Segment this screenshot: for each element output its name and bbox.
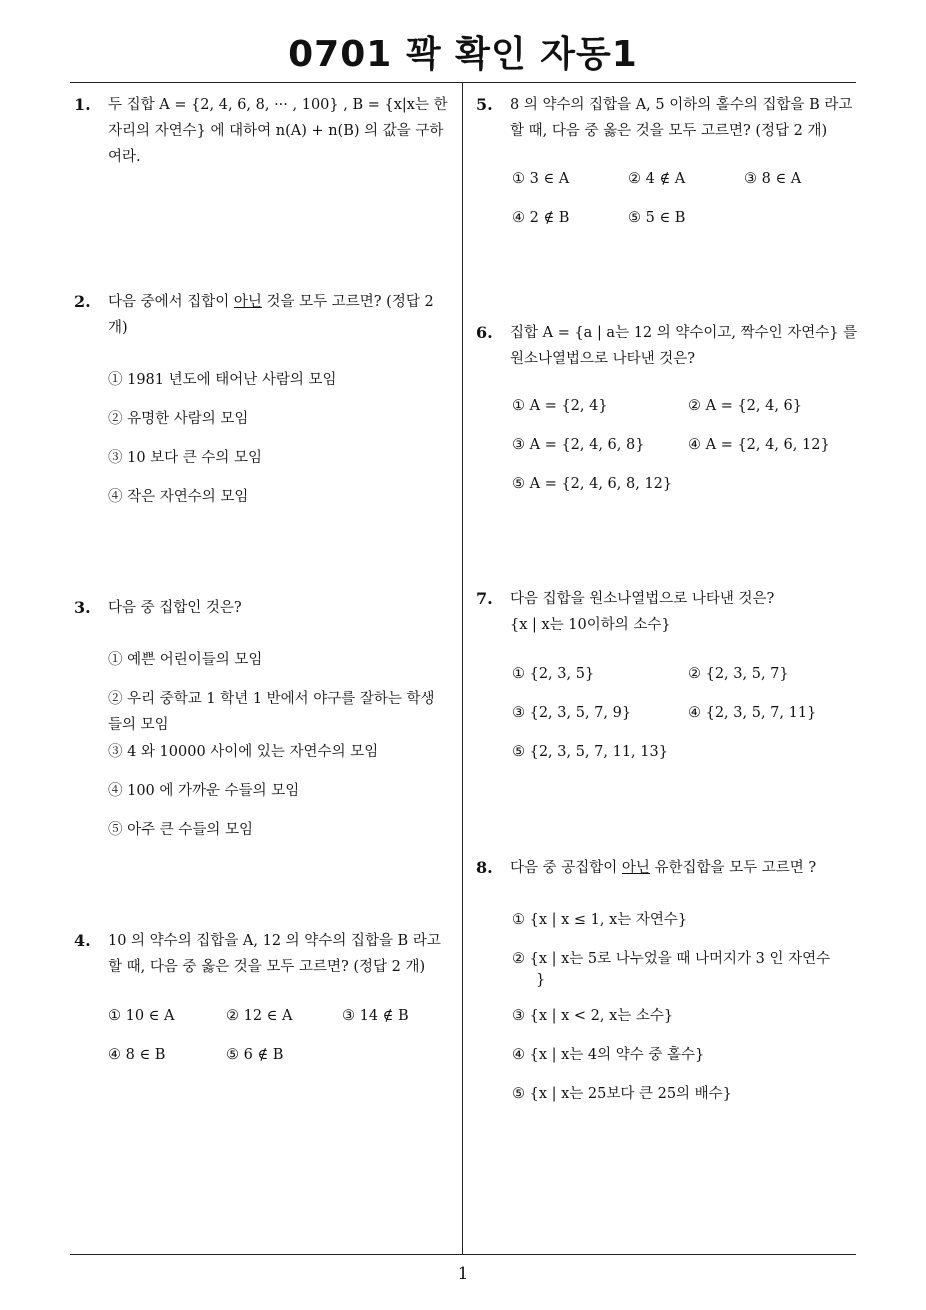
underlined-word: 아닌	[233, 294, 262, 310]
page-title: 0701 꽉 확인 자동1	[288, 34, 638, 75]
option: ④ 작은 자연수의 모임	[108, 489, 249, 505]
option: ② 12 ∈ A	[226, 1008, 293, 1024]
question-text: 집합 A = {a | a는 12 의 약수이고, 짝수인 자연수} 를 원소나열법으로 나타낸 것은?	[510, 325, 858, 367]
option: ④ {x | x는 4의 약수 중 홀수}	[512, 1047, 705, 1063]
question-6	[476, 320, 860, 372]
option: ⑤ 아주 큰 수들의 모임	[108, 822, 253, 838]
option: ① 예쁜 어린이들의 모임	[108, 652, 263, 668]
option: ⑤ A = {2, 4, 6, 8, 12}	[512, 476, 673, 492]
option: ③ A = {2, 4, 6, 8}	[512, 437, 645, 453]
option: ① 10 ∈ A	[108, 1008, 175, 1024]
question-3	[74, 595, 456, 621]
option: ② {2, 3, 5, 7}	[688, 666, 789, 682]
question-8	[476, 855, 860, 881]
underlined-word: 아닌	[621, 860, 650, 876]
question-4	[74, 928, 456, 980]
page-number: 1	[457, 1264, 469, 1284]
option: ④ 100 에 가까운 수들의 모임	[108, 783, 300, 799]
question-number: 3.	[74, 598, 91, 617]
question-2	[74, 289, 456, 341]
option: ⑤ {2, 3, 5, 7, 11, 13}	[512, 744, 668, 760]
option: ① 1981 년도에 태어난 사람의 모임	[108, 372, 337, 388]
option: ⑤ 6 ∉ B	[226, 1047, 284, 1063]
option: ③ {x | x < 2, x는 소수}	[512, 1008, 674, 1024]
option: ② 우리 중학교 1 학년 1 반에서 야구를 잘하는 학생들의 모임	[108, 691, 435, 733]
question-text: 다음 중 공집합이 아닌 유한집합을 모두 고르면 ?	[510, 860, 817, 876]
question-number: 2.	[74, 292, 91, 311]
option: ④ A = {2, 4, 6, 12}	[688, 437, 830, 453]
question-number: 6.	[476, 323, 493, 342]
option: ③ 14 ∉ B	[342, 1008, 409, 1024]
question-text: 두 집합 A = {2, 4, 6, 8, ··· , 100} , B = {x|x는 한 자리의 자연수} 에 대하여 n(A) + n(B) 의 값을 구하여라.	[108, 97, 448, 165]
question-number: 4.	[74, 931, 91, 950]
question-number: 7.	[476, 589, 493, 608]
option: ④ 8 ∈ B	[108, 1047, 166, 1063]
option: ③ 8 ∈ A	[744, 171, 802, 187]
option: ② 유명한 사람의 모임	[108, 411, 249, 427]
question-text: 다음 중 집합인 것은?	[108, 600, 242, 616]
option: ② A = {2, 4, 6}	[688, 398, 803, 414]
question-number: 5.	[476, 95, 493, 114]
option: ⑤ 5 ∈ B	[628, 210, 686, 226]
option: ② {x | x는 5로 나누었을 때 나머지가 3 인 자연수	[512, 951, 831, 967]
question-number: 1.	[74, 95, 91, 114]
question-number: 8.	[476, 858, 493, 877]
option: ① {x | x ≤ 1, x는 자연수}	[512, 912, 688, 928]
column-divider	[462, 82, 463, 1254]
option: ① 3 ∈ A	[512, 171, 570, 187]
option: ⑤ {x | x는 25보다 큰 25의 배수}	[512, 1086, 732, 1102]
option: ④ 2 ∉ B	[512, 210, 570, 226]
question-text: 다음 집합을 원소나열법으로 나타낸 것은?	[510, 591, 775, 607]
option: ① {2, 3, 5}	[512, 666, 595, 682]
question-text: 8 의 약수의 집합을 A, 5 이하의 홀수의 집합을 B 라고 할 때, 다음 중 옳은 것을 모두 고르면? (정답 2 개)	[510, 97, 853, 139]
option: ③ 4 와 10000 사이에 있는 자연수의 모임	[108, 744, 379, 760]
option-continuation: }	[536, 972, 546, 988]
option: ③ {2, 3, 5, 7, 9}	[512, 705, 632, 721]
question-1	[74, 92, 456, 170]
question-5	[476, 92, 860, 144]
question-subtext: {x | x는 10이하의 소수}	[510, 617, 671, 633]
option: ② 4 ∉ A	[628, 171, 686, 187]
option: ④ {2, 3, 5, 7, 11}	[688, 705, 817, 721]
question-7	[476, 586, 860, 638]
bottom-rule	[70, 1254, 856, 1255]
option: ③ 10 보다 큰 수의 모임	[108, 450, 263, 466]
question-text: 10 의 약수의 집합을 A, 12 의 약수의 집합을 B 라고 할 때, 다음 중 옳은 것을 모두 고르면? (정답 2 개)	[108, 933, 441, 975]
top-rule	[70, 82, 856, 83]
option: ① A = {2, 4}	[512, 398, 608, 414]
question-text: 다음 중에서 집합이 아닌 것을 모두 고르면? (정답 2 개)	[108, 294, 434, 336]
